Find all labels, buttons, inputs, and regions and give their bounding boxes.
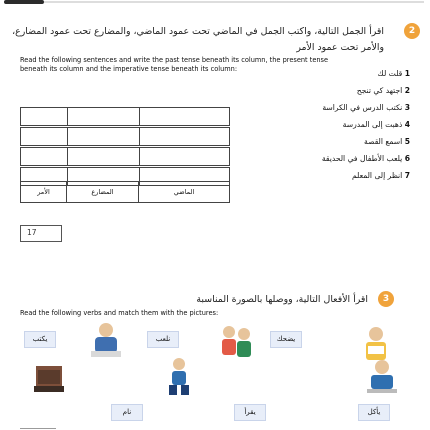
- exercise-instruction-en: Read the following sentences and write the past tense beneath its column, the present tense beneath its column and the imperative tense beneath its column:: [20, 56, 329, 74]
- verb-label[interactable]: يضحك: [270, 331, 302, 348]
- sentence-item: 7 انظر إلى المعلم: [352, 171, 410, 180]
- top-rule-dark: [4, 0, 44, 4]
- exercise-instruction-ar: اقرأ الأفعال التالية، ووصلها بالصورة المناسبة: [196, 294, 368, 305]
- table-row[interactable]: [20, 107, 230, 126]
- sentence-item: 5 اسمع القصة: [364, 137, 410, 146]
- exercise-instruction-ar: اقرأ الجمل التالية، واكتب الجمل في الماضي تحت عمود الماضي، والمضارع تحت عمود المضارع،: [12, 26, 384, 37]
- table-row[interactable]: [20, 167, 230, 186]
- eating-child-picture[interactable]: [362, 356, 402, 400]
- header-present: المضارع: [67, 182, 139, 202]
- table-row[interactable]: [20, 127, 230, 146]
- answer-box[interactable]: [20, 225, 62, 242]
- sentence-item: 6 يلعب الأطفال في الحديقة: [321, 154, 410, 163]
- sentence-item: 3 نكتب الدرس في الكراسة: [322, 103, 410, 112]
- verb-label[interactable]: نلعب: [147, 331, 179, 348]
- sentence-item: 2 اجتهد كي تنجح: [356, 86, 410, 95]
- verb-label[interactable]: نام: [111, 404, 143, 421]
- top-rule-light: [44, 1, 424, 3]
- verb-label[interactable]: يأكل: [358, 404, 390, 421]
- sentence-item: 4 ذهبت إلى المدرسة: [342, 120, 410, 129]
- table-row[interactable]: [20, 147, 230, 166]
- boy-picture[interactable]: [159, 355, 199, 399]
- verb-label[interactable]: يقرأ: [234, 404, 266, 421]
- exercise-number-badge: 2: [404, 23, 420, 39]
- verb-label[interactable]: يكتب: [24, 331, 56, 348]
- exercise-instruction-ar-2: والأمر تحت عمود الأمر: [296, 42, 384, 53]
- bottom-rule: [20, 428, 56, 429]
- answer-box-text: 17: [27, 228, 37, 237]
- playing-children-picture[interactable]: [216, 322, 256, 366]
- sentence-item: 1 قلت لك: [377, 69, 410, 78]
- writing-child-picture[interactable]: [86, 320, 126, 364]
- header-imperative: الأمر: [21, 182, 67, 202]
- header-past: الماضي: [173, 188, 195, 196]
- page-top-rule: [0, 0, 430, 4]
- exercise-number-badge: 3: [378, 291, 394, 307]
- bed-picture[interactable]: [30, 356, 70, 400]
- exercise-instruction-en: Read the following verbs and match them with the pictures:: [20, 309, 219, 317]
